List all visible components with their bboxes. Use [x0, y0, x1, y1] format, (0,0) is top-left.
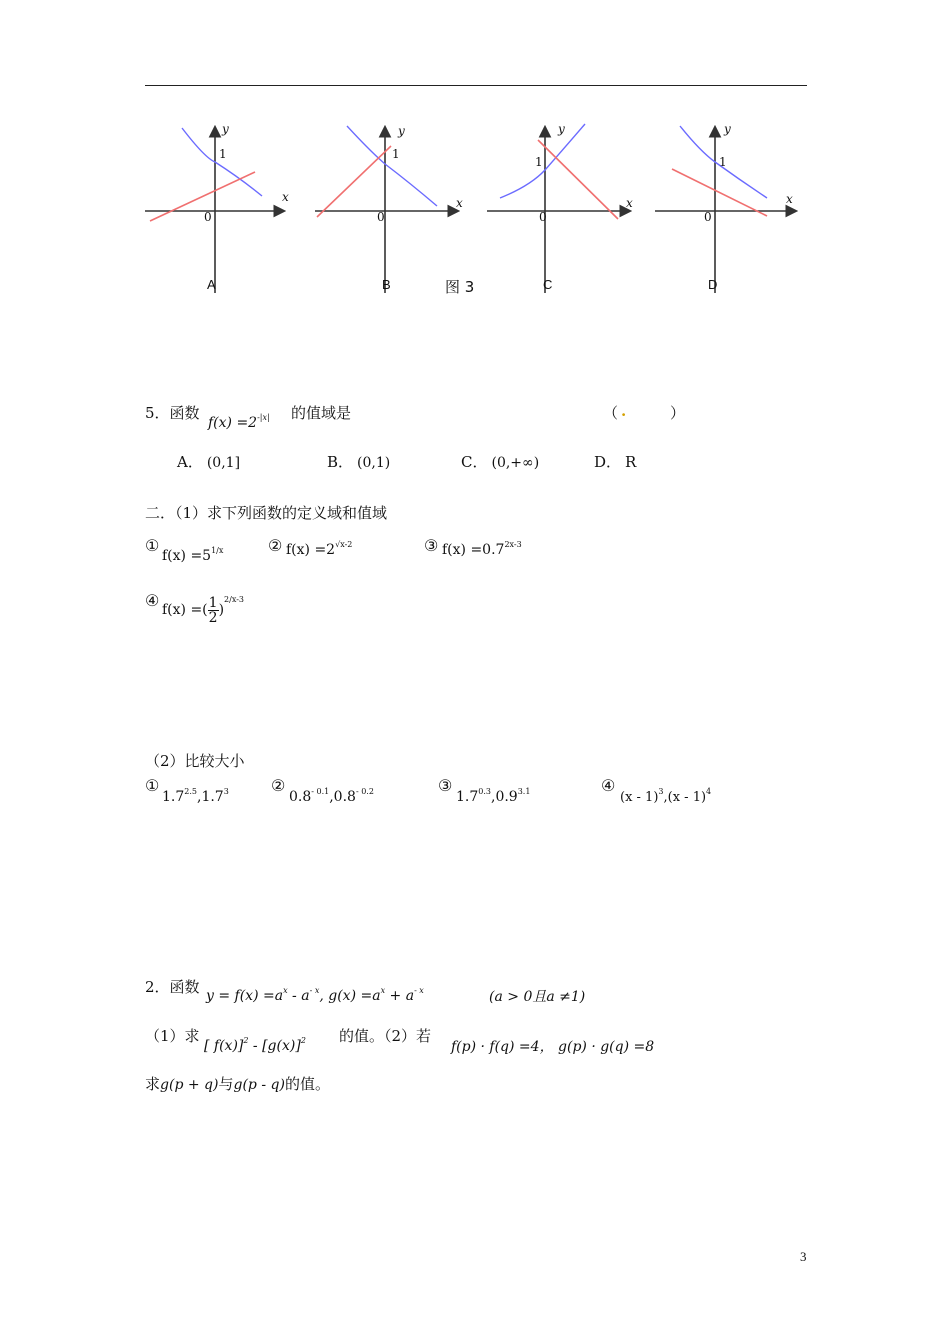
problem2-part1-tail: 的值。（2）若	[339, 1027, 432, 1045]
panel-d-y-label: y	[724, 122, 731, 136]
panel-a-x-label: x	[282, 190, 289, 204]
cmp-item2-num: ②	[271, 776, 286, 795]
red-line-c	[538, 140, 618, 219]
blue-curve-a	[182, 128, 262, 196]
panel-b-letter: B	[382, 277, 391, 292]
s2-item2-num: ②	[268, 536, 283, 555]
q5-answer-dot: .	[621, 402, 627, 420]
red-line-b	[317, 146, 391, 217]
problem2-part2-expr: f(p) · f(q) =4， g(p) · g(q) =8	[451, 1039, 655, 1055]
s2-item1-expr: $f(x) =5^{1/x}$	[162, 546, 224, 564]
q5-paren-open: （	[603, 404, 619, 422]
cmp-item1-num: ①	[145, 776, 160, 795]
panel-d-zero-label: 0	[704, 210, 712, 224]
panel-c-one-label: 1	[535, 155, 543, 169]
section2-heading: 二．（1）求下列函数的定义域和值域	[145, 504, 388, 522]
cmp-item1-expr: $1.7^{2.5},1.7^3$	[162, 787, 229, 805]
problem2-part1-label: （1）求	[145, 1027, 200, 1045]
cmp-item4-expr: (x - 1)$^3$,(x - 1)$^4$	[620, 787, 712, 805]
panel-d-one-label: 1	[719, 155, 727, 169]
panel-b-y-label: y	[398, 124, 405, 138]
panel-a	[145, 128, 283, 293]
s2-item1-num: ①	[145, 536, 160, 555]
s2-item2-expr: $f(x) =2^{√x-2}$	[286, 540, 353, 558]
panel-a-one-label: 1	[219, 147, 227, 161]
cmp-item3-num: ③	[438, 776, 453, 795]
q5-option-d: D． R	[594, 453, 637, 471]
compare-heading: （2）比较大小	[145, 752, 245, 770]
q5-tail: 的值域是	[291, 404, 352, 422]
q5-function: $f(x) =2^{-|x|}$	[208, 413, 270, 431]
figure-caption: 图 3	[445, 278, 475, 296]
s2-item3-expr: $f(x) =0.7^{2x-3}$	[442, 540, 522, 558]
figure-graphs	[145, 118, 807, 300]
panel-a-letter: A	[207, 277, 216, 292]
problem2-part1-expr: [ $f(x)]^2 - [g(x)]^2$	[204, 1036, 306, 1054]
q5-option-b: B． (0,1)	[327, 453, 391, 471]
panel-c-zero-label: 0	[539, 210, 547, 224]
page-number: 3	[800, 1249, 807, 1264]
panel-a-y-label: y	[222, 122, 229, 136]
cmp-item4-num: ④	[601, 776, 616, 795]
header-rule	[145, 85, 807, 86]
panel-d-letter: D	[708, 277, 718, 292]
q5-paren-close: ）	[670, 404, 686, 422]
problem2-line3: 求g(p + q)与g(p - q)的值。	[145, 1075, 330, 1093]
cmp-item2-expr: $0.8^{- 0.1},0.8^{- 0.2}$	[289, 787, 374, 805]
red-line-a	[150, 172, 255, 221]
q5-label: 5．函数	[145, 404, 200, 422]
blue-curve-b	[347, 126, 437, 206]
cmp-item3-expr: $1.7^{0.3},0.9^{3.1}$	[456, 787, 531, 805]
problem2-condition: (a > 0且a ≠1)	[489, 989, 586, 1005]
panel-b-zero-label: 0	[377, 210, 385, 224]
panel-d	[655, 126, 795, 293]
panel-b-one-label: 1	[392, 147, 400, 161]
problem2-definitions: $y = f(x) =a^x - a^{- x}$, $g(x) =a^x + a^{- x}$	[206, 986, 424, 1004]
s2-item3-num: ③	[424, 536, 439, 555]
panel-a-zero-label: 0	[204, 210, 212, 224]
q5-option-a: A． (0,1]	[177, 453, 241, 471]
panel-d-x-label: x	[786, 192, 793, 206]
panel-c-letter: C	[543, 277, 553, 292]
red-line-d	[672, 169, 767, 216]
panel-c-x-label: x	[626, 196, 633, 210]
panel-b-x-label: x	[456, 196, 463, 210]
panel-c-y-label: y	[558, 122, 565, 136]
one-half-fraction: $\frac{1}{2}$	[208, 594, 218, 626]
s2-item4-num: ④	[145, 591, 160, 610]
graphs-svg	[145, 118, 807, 300]
s2-item4-expr: f(x) =( $\frac{1}{2}$ )$^{2/x-3}$	[162, 594, 244, 626]
panel-c	[487, 124, 629, 293]
problem2-label: 2．函数	[145, 978, 200, 996]
q5-option-c: C． (0,+∞)	[461, 453, 540, 471]
panel-b	[315, 126, 457, 293]
